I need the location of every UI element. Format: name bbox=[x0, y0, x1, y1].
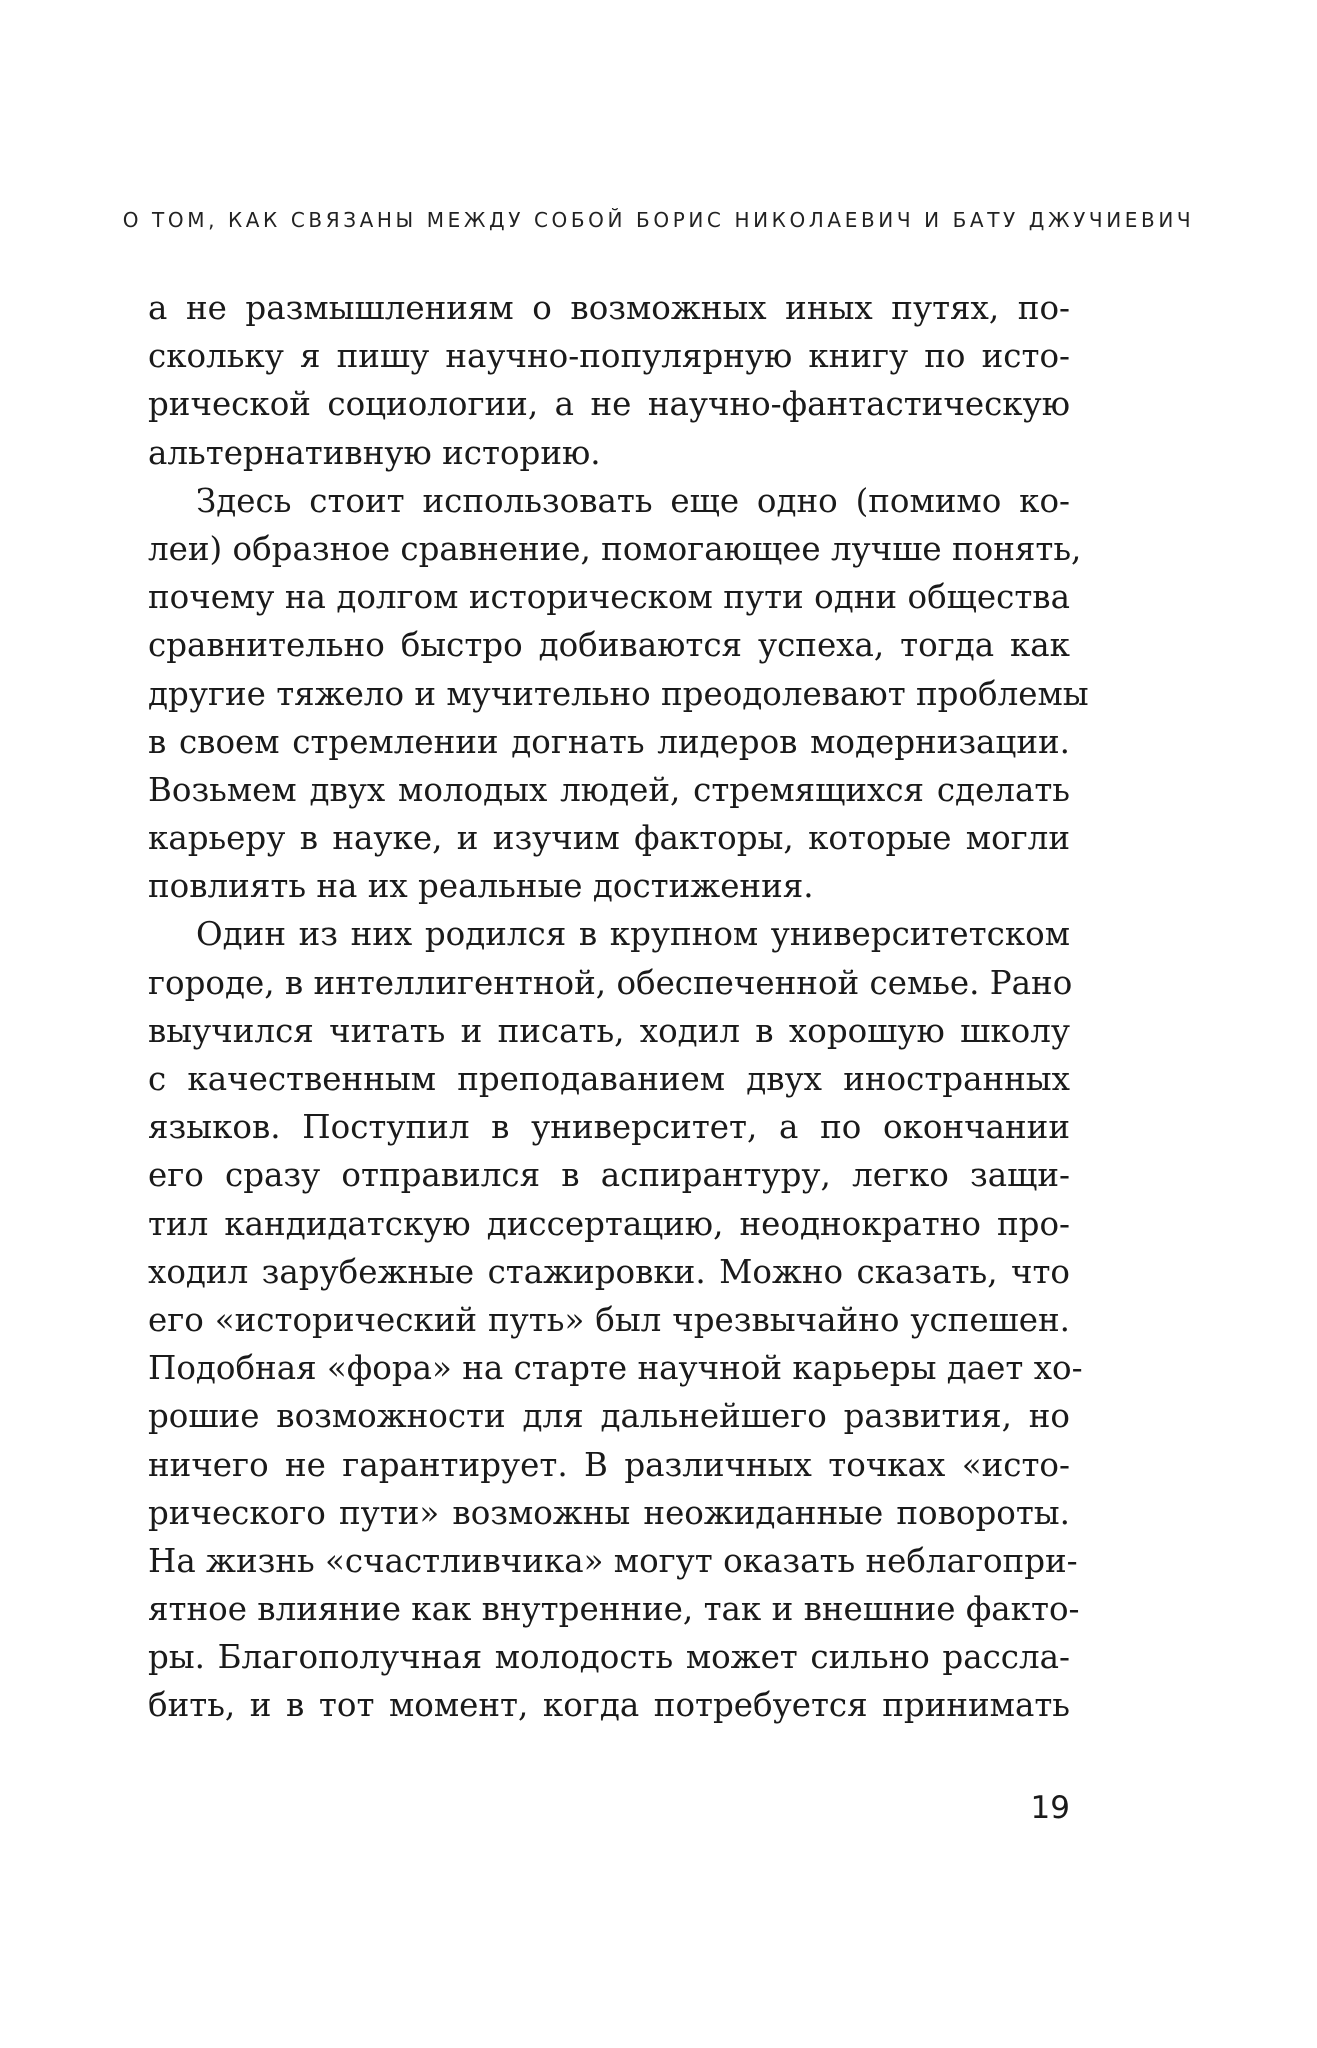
text-line: его сразу отправился в аспирантуру, легко защи- bbox=[148, 1156, 1070, 1195]
text-line: другие тяжело и мучительно преодолевают проблемы bbox=[148, 674, 1089, 713]
text-line: городе, в интеллигентной, обеспеченной семье. Рано bbox=[148, 963, 1073, 1002]
text-line: а не размышлениям о возможных иных путях, по- bbox=[148, 289, 1070, 327]
running-head: О ТОМ, КАК СВЯЗАНЫ МЕЖДУ СОБОЙ БОРИС НИКОЛАЕВИЧ И БАТУ ДЖУЧИЕВИЧ bbox=[122, 208, 1195, 232]
text-line: тил кандидатскую диссертацию, неоднократно про- bbox=[148, 1204, 1070, 1243]
text-line: ничего не гарантирует. В различных точках «исто- bbox=[148, 1445, 1070, 1484]
page-number: 19 bbox=[1030, 1790, 1070, 1826]
text-line: повлиять на их реальные достижения. bbox=[148, 867, 814, 906]
text-line: леи) образное сравнение, помогающее лучше понять, bbox=[148, 529, 1082, 568]
text-line: сравнительно быстро добиваются успеха, тогда как bbox=[148, 626, 1070, 665]
text-line: с качественным преподаванием двух иностранных bbox=[148, 1060, 1070, 1098]
text-line: рической социологии, а не научно-фантастическую bbox=[148, 385, 1070, 424]
paragraph-2 bbox=[148, 477, 1089, 911]
text-line: бить, и в тот момент, когда потребуется принимать bbox=[148, 1686, 1070, 1725]
text-line: почему на долгом историческом пути одни общества bbox=[148, 578, 1070, 617]
text-line: ятное влияние как внутренние, так и внешние факто- bbox=[148, 1590, 1080, 1629]
text-line: альтернативную историю. bbox=[148, 433, 601, 472]
text-line: Один из них родился в крупном университетском bbox=[196, 915, 1070, 954]
text-line: рошие возможности для дальнейшего развития, но bbox=[148, 1397, 1070, 1436]
text-line: Здесь стоит использовать еще одно (помимо ко- bbox=[196, 481, 1070, 520]
paragraph-3 bbox=[148, 910, 1083, 1729]
body-text bbox=[148, 284, 1089, 1730]
text-line: ры. Благополучная молодость может сильно рассла- bbox=[148, 1638, 1070, 1677]
text-line: Возьмем двух молодых людей, стремящихся сделать bbox=[148, 770, 1070, 809]
text-line: ходил зарубежные стажировки. Можно сказать, что bbox=[148, 1252, 1070, 1291]
text-line: Подобная «фора» на старте научной карьеры дает хо- bbox=[148, 1349, 1083, 1388]
text-line: в своем стремлении догнать лидеров модернизации. bbox=[148, 722, 1070, 761]
text-line: На жизнь «счастливчика» могут оказать неблагопри- bbox=[148, 1541, 1078, 1580]
text-line: карьеру в науке, и изучим факторы, которые могли bbox=[148, 819, 1070, 858]
text-line: его «исторический путь» был чрезвычайно успешен. bbox=[148, 1300, 1070, 1339]
text-line: языков. Поступил в университет, а по окончании bbox=[148, 1108, 1070, 1147]
text-line: выучился читать и писать, ходил в хорошую школу bbox=[148, 1011, 1070, 1050]
text-line: рического пути» возможны неожиданные повороты. bbox=[148, 1493, 1070, 1532]
paragraph-1 bbox=[148, 284, 1070, 477]
text-line: скольку я пишу научно-популярную книгу по исто- bbox=[148, 337, 1070, 376]
